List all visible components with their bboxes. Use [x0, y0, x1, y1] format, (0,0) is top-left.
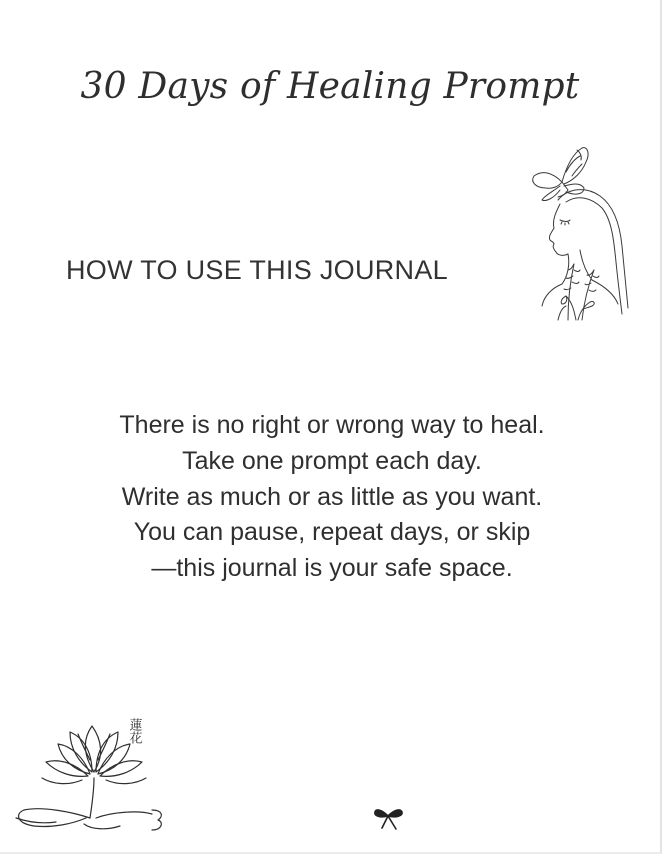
instruction-line: Take one prompt each day.	[182, 446, 482, 475]
instruction-line: Write as much or as little as you want.	[121, 482, 543, 511]
instruction-line: There is no right or wrong way to heal.	[119, 411, 545, 439]
lotus-line-art-icon	[12, 700, 172, 834]
instruction-line: —this journal is your safe space.	[151, 554, 513, 583]
section-heading: HOW TO USE THIS JOURNAL	[66, 255, 448, 285]
instruction-line: You can pause, repeat days, or skip	[133, 518, 531, 547]
woman-with-butterfly-line-art-icon	[522, 142, 632, 322]
page-title: 30 Days of Healing Prompt	[80, 66, 580, 107]
ribbon-bow-icon	[372, 802, 406, 832]
calligraphy-text: 蓮花	[126, 718, 142, 744]
instructions-text	[40, 408, 624, 587]
